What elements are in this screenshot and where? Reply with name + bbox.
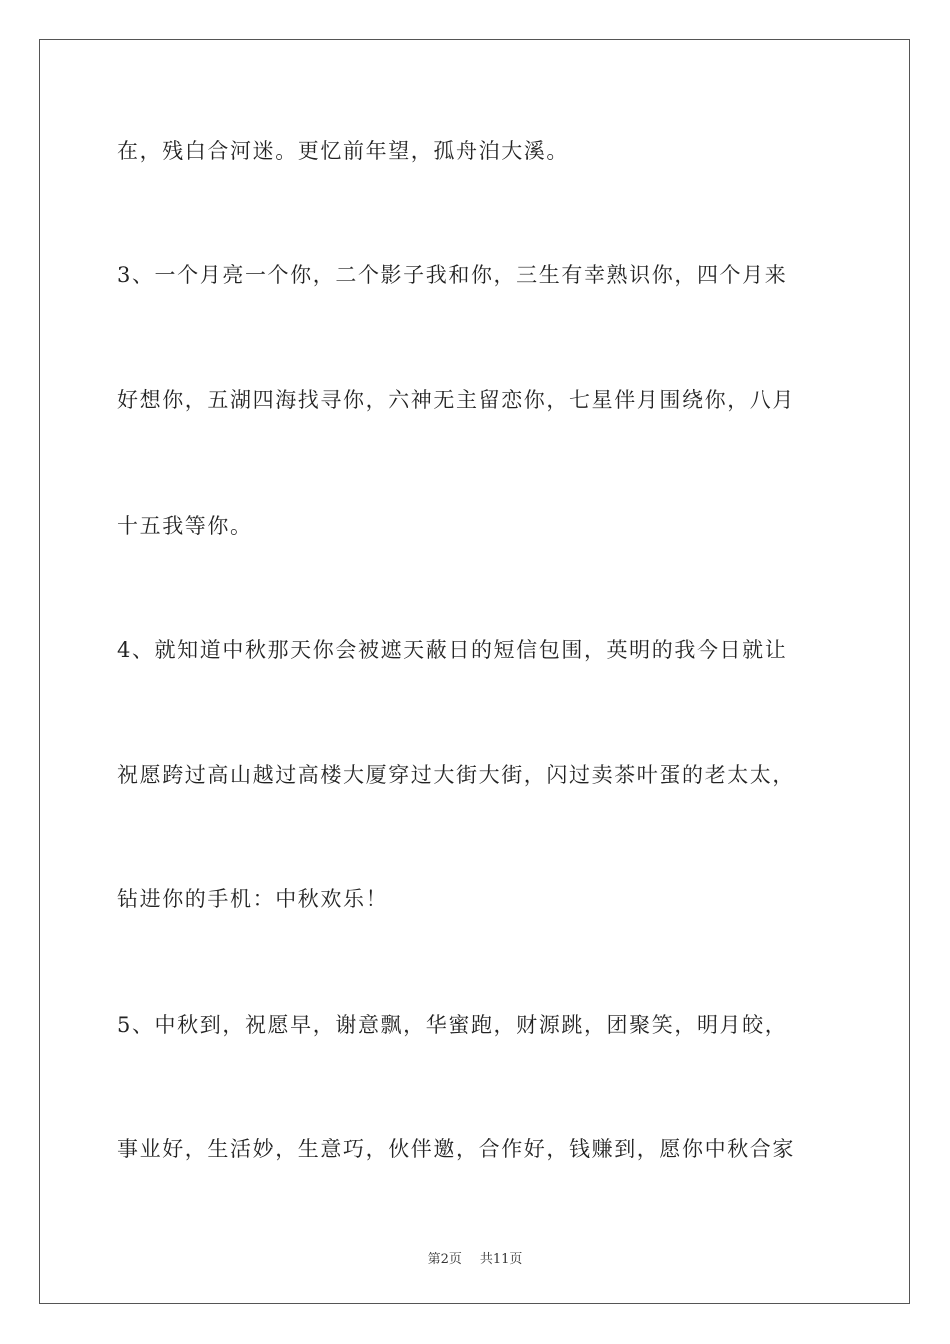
text-line-2: 3、一个月亮一个你，二个影子我和你，三生有幸熟识你，四个月来 [117, 263, 788, 287]
text-line-8: 5、中秋到，祝愿早，谢意飘，华蜜跑，财源跳，团聚笑，明月皎， [117, 1013, 788, 1037]
total-pages: 共11页 [479, 1252, 523, 1267]
text-line-4: 十五我等你。 [117, 514, 253, 538]
text-line-5: 4、就知道中秋那天你会被遮天蔽日的短信包围，英明的我今日就让 [117, 638, 788, 662]
current-page-number: 第2页 [427, 1252, 462, 1267]
text-line-6: 祝愿跨过高山越过高楼大厦穿过大街大街，闪过卖茶叶蛋的老太太， [117, 763, 795, 787]
text-line-3: 好想你，五湖四海找寻你，六神无主留恋你，七星伴月围绕你，八月 [117, 388, 795, 412]
text-line-9: 事业好，生活妙，生意巧，伙伴邀，合作好，钱赚到，愿你中秋合家 [117, 1137, 795, 1161]
text-line-7: 钻进你的手机：中秋欢乐！ [117, 887, 389, 911]
page-footer [0, 1248, 950, 1267]
text-line-1: 在，残白合河迷。更忆前年望，孤舟泊大溪。 [117, 139, 569, 163]
page-border [39, 39, 910, 1304]
